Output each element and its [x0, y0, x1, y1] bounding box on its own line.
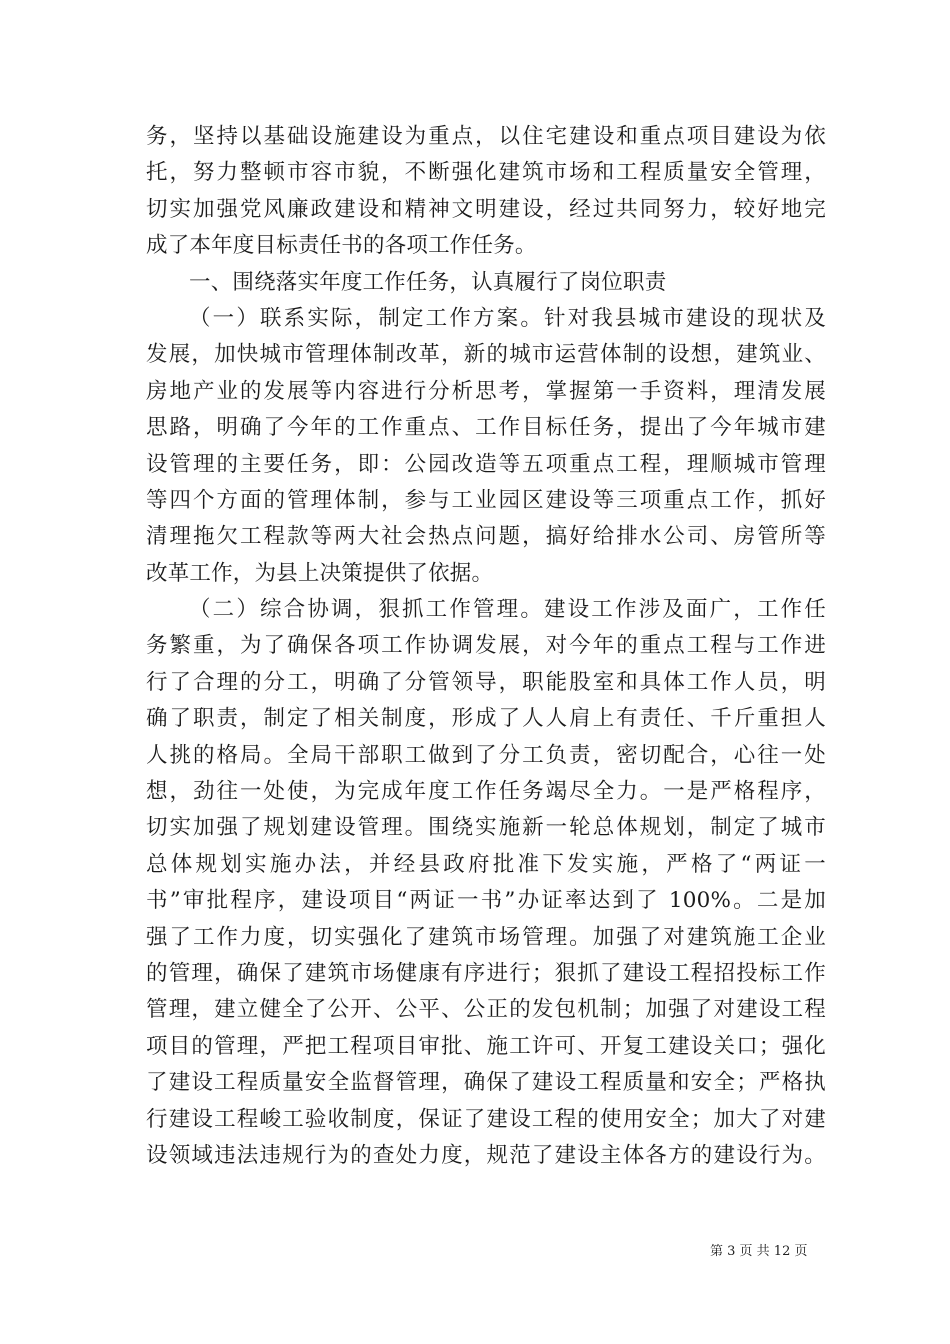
text-line: 总体规划实施办法，并经县政府批准下发实施，严格了“两证一	[146, 851, 826, 877]
text-line: 切实加强了规划建设管理。围绕实施新一轮总体规划，制定了城市	[146, 815, 826, 841]
text-line: 设管理的主要任务，即：公园改造等五项重点工程，理顺城市管理	[146, 451, 826, 477]
text-line: 管理，建立健全了公开、公平、公正的发包机制；加强了对建设工程	[146, 997, 826, 1023]
text-line: （一）联系实际，制定工作方案。针对我县城市建设的现状及	[189, 305, 826, 331]
text-line: 思路，明确了今年的工作重点、工作目标任务，提出了今年城市建	[146, 415, 826, 441]
text-line: 人挑的格局。全局干部职工做到了分工负责，密切配合，心往一处	[146, 742, 826, 768]
text-line: 强了工作力度，切实强化了建筑市场管理。加强了对建筑施工企业	[146, 924, 826, 950]
text-line: （二）综合协调，狠抓工作管理。建设工作涉及面广，工作任	[189, 597, 826, 623]
text-line: 书”审批程序，建设项目“两证一书”办证率达到了 100%。二是加	[146, 888, 826, 914]
text-line: 确了职责，制定了相关制度，形成了人人肩上有责任、千斤重担人	[146, 706, 826, 732]
text-line: 改革工作，为县上决策提供了依据。	[146, 560, 494, 586]
text-line: 房地产业的发展等内容进行分析思考，掌握第一手资料，理清发展	[146, 378, 826, 404]
text-line: 切实加强党风廉政建设和精神文明建设，经过共同努力，较好地完	[146, 196, 826, 222]
text-line: 成了本年度目标责任书的各项工作任务。	[146, 233, 537, 259]
text-line: 行建设工程峻工验收制度，保证了建设工程的使用安全；加大了对建	[146, 1106, 826, 1132]
text-line: 托，努力整顿市容市貌，不断强化建筑市场和工程质量安全管理，	[146, 160, 826, 186]
text-line: 想，劲往一处使，为完成年度工作任务竭尽全力。一是严格程序，	[146, 779, 826, 805]
text-line: 务繁重，为了确保各项工作协调发展，对今年的重点工程与工作进	[146, 633, 826, 659]
text-line: 一、围绕落实年度工作任务，认真履行了岗位职责	[189, 269, 667, 295]
text-line: 行了合理的分工，明确了分管领导，职能股室和具体工作人员，明	[146, 669, 826, 695]
text-line: 的管理，确保了建筑市场健康有序进行；狠抓了建设工程招投标工作	[146, 960, 826, 986]
text-line: 项目的管理，严把工程项目审批、施工许可、开复工建设关口；强化	[146, 1033, 826, 1059]
text-line: 发展，加快城市管理体制改革，新的城市运营体制的设想，建筑业、	[146, 342, 826, 368]
page-number: 第 3 页 共 12 页	[710, 1244, 808, 1259]
text-line: 务，坚持以基础设施建设为重点，以住宅建设和重点项目建设为依	[146, 124, 826, 149]
text-line: 清理拖欠工程款等两大社会热点问题，搞好给排水公司、房管所等	[146, 524, 826, 550]
text-line: 了建设工程质量安全监督管理，确保了建设工程质量和安全；严格执	[146, 1070, 826, 1096]
body-text	[146, 119, 826, 1174]
text-line: 等四个方面的管理体制，参与工业园区建设等三项重点工作，抓好	[146, 487, 826, 513]
text-line: 设领域违法违规行为的查处力度，规范了建设主体各方的建设行为。	[146, 1142, 826, 1168]
